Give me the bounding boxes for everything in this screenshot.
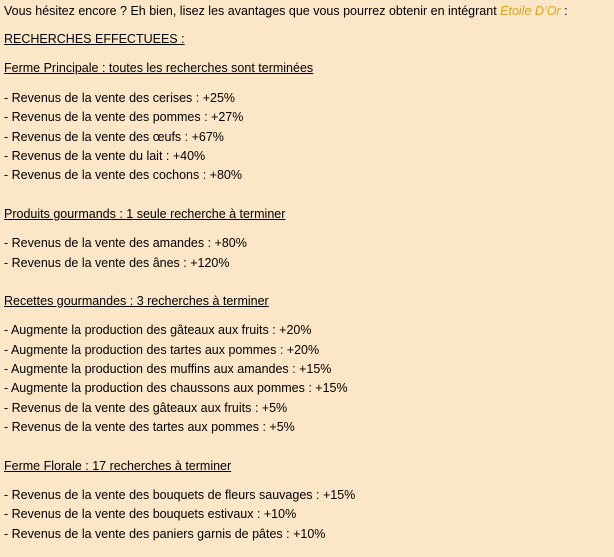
section-title-produits-gourmands: Produits gourmands : 1 seule recherche à terminer: [4, 206, 286, 221]
list-item: - Revenus de la vente des gâteaux aux fruits : +5%: [4, 399, 610, 418]
spacer: [4, 311, 610, 321]
spacer: [4, 476, 610, 486]
spacer: [4, 79, 610, 89]
intro-text: [4, 2, 610, 20]
list-item: - Revenus de la vente des tartes aux pommes : +5%: [4, 418, 610, 437]
main-heading: RECHERCHES EFFECTUEES :: [4, 32, 185, 46]
list-item: - Revenus de la vente du lait : +40%: [4, 147, 610, 166]
list-item: - Revenus de la vente des bouquets estivaux : +10%: [4, 505, 610, 524]
brand-name: Etoile D’Or: [500, 4, 561, 18]
list-item: - Revenus de la vente des cerises : +25%: [4, 89, 610, 108]
list-item: - Revenus de la vente des ânes : +120%: [4, 254, 610, 273]
list-item: - Augmente la production des tartes aux pommes : +20%: [4, 341, 610, 360]
list-item: - Augmente la production des gâteaux aux fruits : +20%: [4, 321, 610, 340]
list-item: - Revenus de la vente des bouquets de fleurs sauvages : +15%: [4, 486, 610, 505]
spacer: [4, 20, 610, 30]
section-title-recettes-gourmandes: Recettes gourmandes : 3 recherches à terminer: [4, 293, 269, 308]
section-title-ferme-principale: Ferme Principale : toutes les recherches sont terminées: [4, 61, 314, 76]
spacer: [4, 186, 610, 205]
spacer: [4, 438, 610, 457]
list-item: - Augmente la production des muffins aux amandes : +15%: [4, 360, 610, 379]
list-item: - Revenus de la vente des pommes : +27%: [4, 108, 610, 127]
intro-after: :: [560, 4, 568, 18]
spacer: [4, 224, 610, 234]
list-item: - Revenus de la vente des amandes : +80%: [4, 234, 610, 253]
list-item: - Revenus de la vente des œufs : +67%: [4, 128, 610, 147]
intro-before: Vous hésitez encore ? Eh bien, lisez les avantages que vous pourrez obtenir en intégrant: [4, 4, 501, 18]
list-item: - Augmente la production des chaussons aux pommes : +15%: [4, 379, 610, 398]
spacer: [4, 49, 610, 59]
section-title-ferme-florale: Ferme Florale : 17 recherches à terminer: [4, 458, 232, 473]
list-item: - Revenus de la vente des paniers garnis de pâtes : +10%: [4, 525, 610, 544]
spacer: [4, 273, 610, 292]
list-item: - Revenus de la vente des cochons : +80%: [4, 166, 610, 185]
